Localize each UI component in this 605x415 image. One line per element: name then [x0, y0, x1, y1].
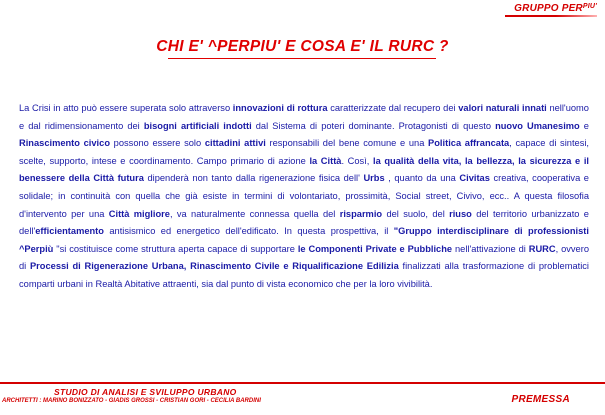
- logo-text-per: PER: [558, 3, 583, 14]
- body-emphasis: Rinascimento civico: [19, 138, 110, 149]
- body-emphasis: RURC: [528, 243, 556, 254]
- body-emphasis: riuso: [449, 208, 472, 219]
- body-text: finalizzati alla trasformazione di problematici comparti urbani in Realtà Abitative attraenti, sia dal punto di vista economico che per la loro vivibilità.: [19, 261, 590, 289]
- body-text: , quanto da una: [384, 173, 460, 184]
- title-underline: [168, 58, 436, 59]
- body-emphasis: bisogni artificiali indotti: [143, 120, 252, 131]
- body-text: e: [579, 120, 589, 131]
- body-emphasis: nuovo Umanesimo: [495, 120, 580, 131]
- body-emphasis: risparmio: [339, 208, 383, 219]
- body-emphasis: le Componenti Private e Pubbliche: [297, 243, 453, 254]
- body-text: responsabili del bene comune e una: [265, 138, 429, 149]
- body-emphasis: efficientamento: [35, 226, 104, 237]
- body-text: , va naturalmente connessa quella del: [169, 208, 340, 219]
- body-emphasis: Processi di Rigenerazione Urbana, Rinascimento Civile e Riqualificazione Edilizia: [29, 261, 399, 272]
- body-emphasis: Città migliore: [108, 208, 170, 219]
- body-text: del suolo, del: [382, 208, 450, 219]
- body-text: "si costituisce come struttura aperta capace di supportare: [53, 243, 298, 254]
- body-emphasis: cittadini attivi: [204, 138, 266, 149]
- logo-text-gruppo: GRUPPO: [514, 3, 559, 14]
- body-text: antisismico ed energetico dell'edificato. In questa prospettiva, il: [103, 226, 394, 237]
- slide-title: CHI E' ^PERPIU' E COSA E' IL RURC ?: [156, 38, 449, 55]
- body-emphasis: "Gruppo interdisciplinare di professionisti ^Perpiù: [19, 226, 589, 254]
- body-text: del territorio urbanizzato e dell': [19, 208, 589, 237]
- body-emphasis: Politica affrancata: [428, 138, 510, 149]
- footer-architects: ARCHITETTI : MARINO BONIZZATO - GIADIS GROSSI - CRISTIAN GORI - CECILIA BARDINI: [2, 398, 261, 404]
- footer-studio-name: STUDIO DI ANALISI E SVILUPPO URBANO: [54, 387, 237, 397]
- footer-divider: [0, 382, 605, 384]
- body-emphasis: Urbs: [363, 173, 385, 184]
- logo-underline: [505, 15, 597, 17]
- body-emphasis: valori naturali innati: [458, 103, 547, 113]
- body-text: La Crisi in atto può essere superata solo attraverso: [19, 103, 233, 113]
- body-emphasis: innovazioni di rottura: [232, 103, 328, 113]
- body-text: dipenderà non tanto dalla rigenerazione fisica dell': [143, 173, 364, 184]
- body-text: dal Sistema di poteri dominante. Protagonisti di questo: [251, 120, 496, 131]
- body-text: nell'attivazione di: [452, 243, 529, 254]
- footer-section-label: PREMESSA: [511, 394, 570, 405]
- body-text: . Così,: [341, 155, 373, 166]
- logo: [514, 3, 597, 14]
- logo-text-piu: PIU': [582, 3, 597, 10]
- body-emphasis: la Città: [309, 155, 342, 166]
- body-emphasis: la qualità della vita, la bellezza, la sicurezza e il benessere della Città futura: [19, 155, 589, 184]
- body-text: creativa, cooperativa e solidale; in continuità con quella che già esiste in termini di volontariato, prossimità, Social street, Civivo, ecc.. A questa filosofia d'intervento per una: [19, 173, 589, 219]
- body-emphasis: Civitas: [459, 173, 490, 184]
- body-text: possono essere solo: [110, 138, 205, 149]
- footer-studio-block: [2, 387, 261, 405]
- body-text: caratterizzate dal recupero dei: [327, 103, 459, 113]
- body-paragraph: [19, 100, 589, 294]
- body-text: , ovvero di: [19, 243, 589, 272]
- body-text: , capace di sintesi, scelte, supporto, intese e coordinamento. Campo primario di azione: [19, 138, 589, 166]
- body-text: nell'uomo e dal ridimensionamento dei: [19, 103, 589, 131]
